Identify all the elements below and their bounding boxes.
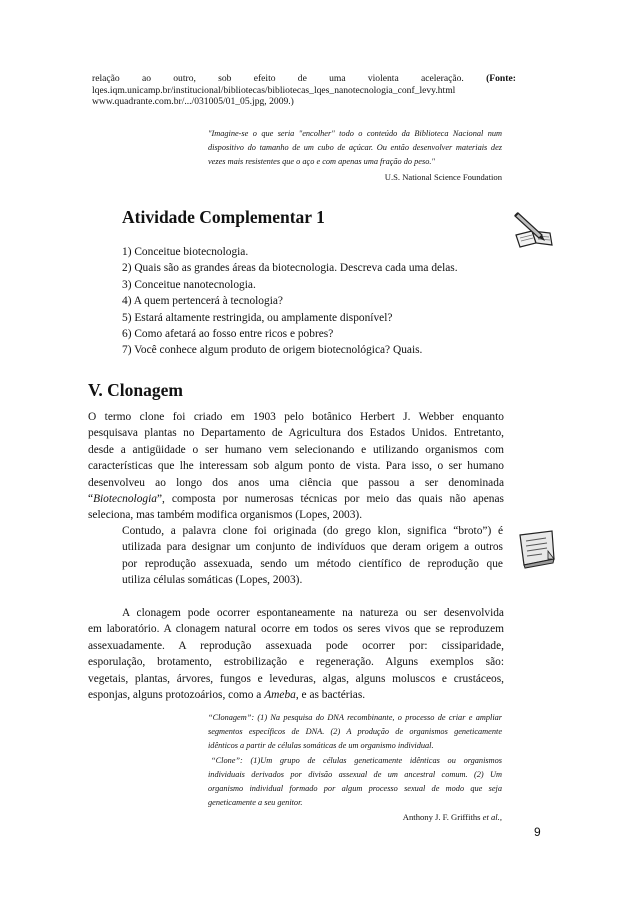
quote1-line: vezes mais resistentes que o aço e com apenas uma fração do peso." [208,157,435,167]
paragraph-line: seleciona, mas também modifica organismos (Lopes, 2003). [88,509,363,522]
activity-title: Atividade Complementar 1 [122,207,325,227]
quote2-line: “Clonagem”: (1) Na pesquisa do DNA recombinante, o processo de criar e ampliar [208,713,502,722]
paragraph-1 [88,409,504,524]
term-biotecnologia: Biotecnologia [93,493,157,506]
question-item: 3) Conceitue nanotecnologia. [122,278,256,291]
paragraph-line: utiliza células somáticas (Lopes, 2003). [122,574,303,587]
paragraph-line: vegetais, plantas, árvores, fungos e leveduras, algas, alguns moluscos e crustáceos, [88,672,504,685]
source-note [92,73,516,108]
paragraph-3 [88,605,504,703]
source-fonte: (Fonte: [486,73,516,84]
quote2-line: segmentos específicos de DNA. (2) A produção de organismos geneticamente [208,727,502,737]
quote1-line: "Imagine-se o que seria "encolher" todo o conteúdo da Biblioteca Nacional num [208,129,502,138]
pencil-book-icon [512,209,558,249]
quote1-attribution: U.S. National Science Foundation [384,171,502,182]
paragraph-line: “Biotecnologia”, composta por numerosas técnicas por meio das quais não apenas [88,493,504,506]
question-item: 6) Como afetará ao fosso entre ricos e pobres? [122,328,334,341]
quote2-attribution: Anthony J. F. Griffiths et al., [402,812,502,823]
source-note-line-2: lqes.iqm.unicamp.br/institucional/bibliotecas/bibliotecas_lqes_nanotecnologia_conf_levy.html [92,84,456,96]
paragraph-line: O termo clone foi criado em 1903 pelo botânico Herbert J. Webber enquanto [88,411,504,423]
quote2-line: individuais derivados por divisão assexual de um ancestral comum. (2) Um [208,769,502,779]
paragraph-line: Contudo, a palavra clone foi originada (do grego klon, significa “broto”) é [122,525,503,537]
paragraph-line: em laboratório. A clonagem natural ocorre em todos os seres vivos que se reproduzem [88,623,504,636]
paragraph-line: pesquisava plantas no Departamento de Agricultura dos Estados Unidos. Entretanto, [88,427,504,440]
quote2-line: idênticos a partir de células somáticas de um organismo individual. [208,741,434,751]
paragraph-line: desenvolveu ao longo dos anos uma ciência que passou a ser denominada [88,476,504,489]
paragraph-2 [122,523,503,589]
paragraph-line: A clonagem pode ocorrer espontaneamente na natureza ou ser desenvolvida [122,607,504,619]
question-item: 7) Você conhece algum produto de origem biotecnológica? Quais. [122,344,423,357]
question-item: 2) Quais são as grandes áreas da biotecnologia. Descreva cada uma delas. [122,262,458,275]
paragraph-line: esponjas, alguns protozoários, como a Ameba, e as bactérias. [88,689,366,702]
paragraph-line: por reprodução assexuada, sendo um método científico de reprodução que [122,557,503,570]
paragraph-line: características que lhe interessam sob algum ponto de vista. Para isso, o ser humano [88,460,504,473]
source-note-line-3: www.quadrante.com.br/.../031005/01_05.jpg, 2009.) [92,96,294,107]
paragraph-line: esporulação, brotamento, estrobilização e regeneração. Alguns exemplos são: [88,656,504,669]
section-title: V. Clonagem [88,380,183,400]
note-paper-icon [514,529,558,569]
quote2-line: geneticamente a seu genitor. [208,798,303,808]
question-item: 4) A quem pertencerá à tecnologia? [122,295,283,308]
quote1-line: dispositivo do tamanho de um cubo de açúcar. Ou então desenvolver materiais dez [208,143,502,153]
term-ameba: Ameba [264,689,296,702]
quote-box-1 [208,127,502,184]
source-note-line-1: relação ao outro, sob efeito de uma violenta aceleração. (Fonte: [92,73,516,84]
quote-box-2 [208,711,502,825]
paragraph-line: desde a antigüidade o ser humano vem selecionando e utilizando organismos com [88,443,504,456]
question-item: 5) Estará altamente restringida, ou amplamente disponível? [122,311,393,324]
paragraph-line: utilizada para designar um conjunto de indivíduos que deram origem a outros [122,541,503,554]
page-number: 9 [534,825,541,839]
paragraph-line: assexuadamente. A reprodução assexuada pode ocorrer por: cissiparidade, [88,639,504,652]
quote2-line: organismo individual formado por algum processo sexual de modo que seja [208,784,502,794]
quote2-line: “Clone”: (1)Um grupo de células geneticamente idênticas ou organismos [211,755,502,765]
question-item: 1) Conceitue biotecnologia. [122,246,249,258]
activity-questions [122,244,522,359]
